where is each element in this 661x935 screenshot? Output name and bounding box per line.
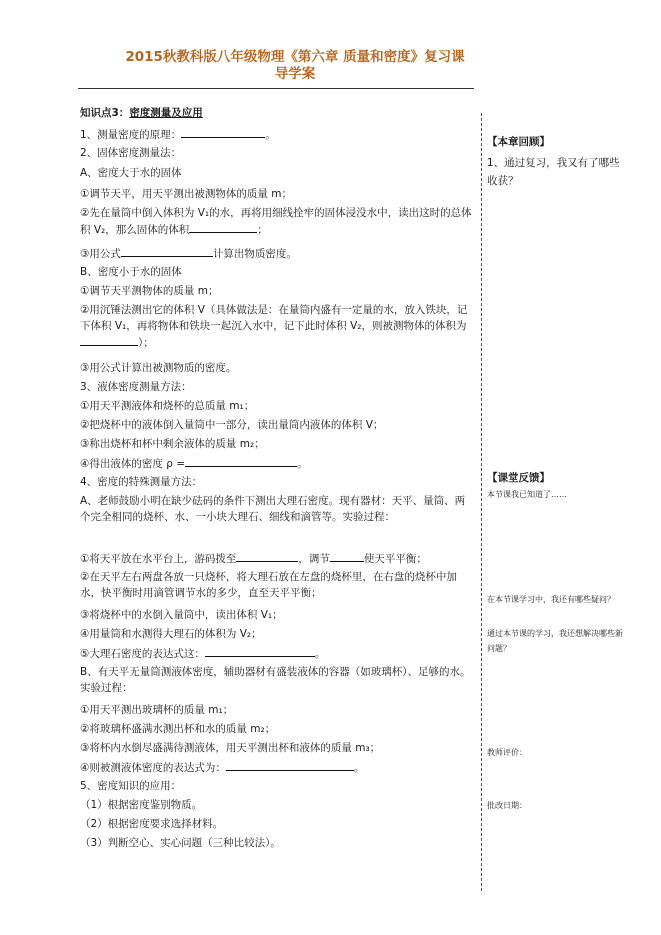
column-divider — [481, 113, 482, 891]
feedback-heading: 【课堂反馈】 — [487, 472, 550, 484]
step-line: ①调节天平测物体的质量 m； — [80, 285, 219, 297]
step-line: ②将玻璃杯盛满水测出杯和水的质量 m₂； — [80, 723, 276, 735]
feedback-new-problems: 通过本节课的学习，我还想解决哪些新问题？ — [487, 629, 623, 653]
step-line: ③将杯内水倒尽盛满待测液体，用天平测出杯和液体的质量 m₃； — [80, 742, 381, 754]
answer-blank[interactable] — [121, 245, 213, 257]
light-solid-heading: B、密度小于水的固体 — [80, 266, 182, 278]
step-line: ③用公式计算出被测物质的密度。 — [80, 362, 237, 374]
answer-blank[interactable] — [330, 550, 364, 562]
step-line: ③用公式 计算出物质密度。 — [80, 245, 297, 262]
experiment-b-intro: B、有天平无量筒测液体密度，辅助器材有盛装液体的容器（如玻璃杯）、足够的水。实验过程： — [80, 666, 471, 694]
step-line: ③将烧杯中的水倒入量筒中，读出体积 V₁； — [80, 609, 283, 621]
step-line: ②在天平左右两盘各放一只烧杯，将大理石放在左盘的烧杯里，在右盘的烧杯中加水，快平衡时用滴管调节水的多少，直至天平平衡； — [80, 571, 457, 599]
answer-blank[interactable] — [205, 645, 315, 657]
feedback-doubt: 在本节课学习中，我还有哪些疑问？ — [487, 595, 615, 604]
step-line: ④得出液体的密度 ρ = 。 — [80, 455, 308, 472]
step-line: ⑤大理石密度的表达式这： 。 — [80, 645, 325, 662]
doc-title-line2: 导学案 — [274, 66, 316, 82]
application-item: （3）判断空心、实心问题（三种比较法）。 — [80, 837, 281, 849]
step-line: ①用天平测出玻璃杯的质量 m₁； — [80, 704, 234, 716]
answer-blank[interactable] — [181, 126, 265, 138]
title-rule — [78, 88, 474, 89]
grading-date: 批改日期： — [487, 801, 527, 810]
review-question: 1、通过复习，我又有了哪些收获？ — [487, 157, 620, 187]
principle-line: 1、测量密度的原理： 。 — [80, 126, 276, 143]
answer-blank[interactable] — [236, 550, 298, 562]
application-heading: 5、密度知识的应用： — [80, 780, 182, 792]
dense-solid-heading: A、密度大于水的固体 — [80, 167, 182, 179]
review-heading: 【本章回顾】 — [487, 136, 550, 148]
application-item: （1）根据密度鉴别物质。 — [80, 799, 203, 811]
liquid-method-heading: 3、液体密度测量方法： — [80, 381, 192, 393]
step-line: ④则被测液体密度的表达式为： 。 — [80, 759, 364, 776]
step-line: ①将天平放在水平台上，游码拨至 ，调节 使天平平衡； — [80, 550, 427, 567]
step-line: ③称出烧杯和杯中剩余液体的质量 m₂； — [80, 438, 265, 450]
solid-method-heading: 2、固体密度测量法： — [80, 147, 182, 159]
step-line: ①用天平测液体和烧杯的总质量 m₁； — [80, 400, 255, 412]
special-method-heading: 4、密度的特殊测量方法： — [80, 476, 203, 488]
step-line: ②把烧杯中的液体倒入量筒中一部分，读出量筒内液体的体积 V； — [80, 419, 384, 431]
knowledge-point-heading: 知识点3：密度测量及应用 — [80, 107, 203, 119]
answer-blank[interactable] — [226, 759, 354, 771]
step-line: ②用沉锤法测出它的体积 V（具体做法是：在量筒内盛有一定量的水，放入铁块，记下体积 V₁，再将物体和铁块一起沉入水中，记下此时体积 V₂，则被测物体的体积为）； — [80, 304, 468, 349]
teacher-comment: 教师评价： — [487, 748, 527, 757]
answer-blank[interactable] — [189, 221, 257, 233]
application-item: （2）根据密度要求选择材料。 — [80, 818, 224, 830]
step-line: ②先在量筒中倒入体积为 V₁的水，再将用细线拴牢的固体浸没水中，读出这时的总体积 V₂，那么固体的体积 ； — [80, 207, 472, 236]
step-line: ①调节天平，用天平测出被测物体的质量 m； — [80, 188, 292, 200]
feedback-known: 本节课我已知道了…… — [487, 490, 567, 499]
answer-blank[interactable] — [185, 455, 297, 467]
step-line: ④用量筒和水测得大理石的体积为 V₂； — [80, 628, 262, 640]
experiment-a-intro: A、老师鼓励小明在缺少砝码的条件下测出大理石密度。现有器材：天平、量筒、两个完全相同的烧杯、水、一小块大理石、细线和滴管等。实验过程： — [80, 495, 466, 523]
doc-title-line1: 2015秋教科版八年级物理《第六章 质量和密度》复习课 — [125, 49, 465, 65]
answer-blank[interactable] — [80, 334, 138, 346]
